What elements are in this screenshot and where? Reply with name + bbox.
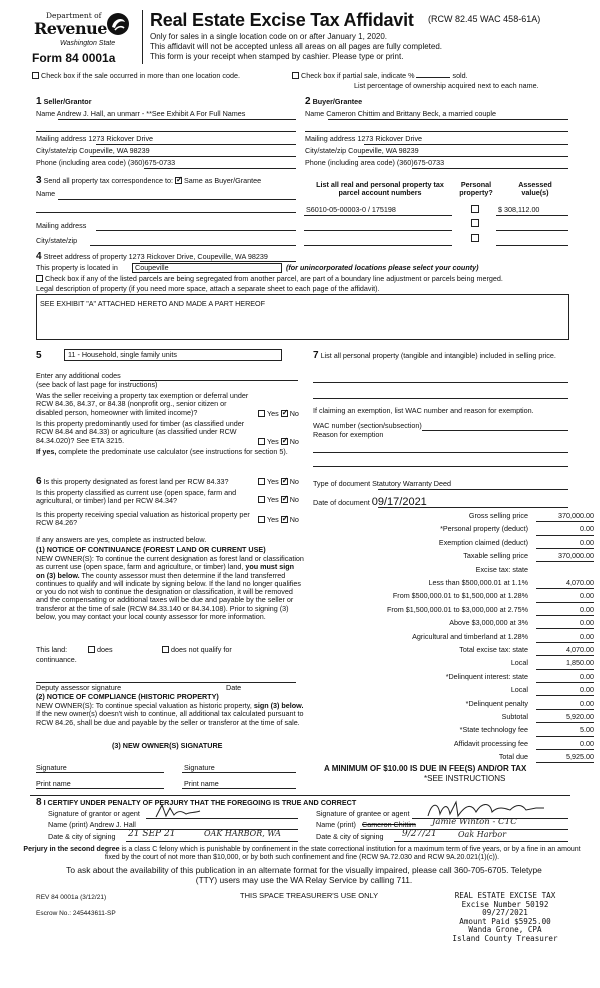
escrow-number: Escrow No.: 245443611-SP: [36, 910, 116, 917]
calc-label: Agricultural and timberland at 1.28%: [412, 631, 528, 641]
calc-value[interactable]: 0.00: [536, 686, 594, 696]
header-note-2: This affidavit will not be accepted unless all areas on all pages are fully completed.: [150, 42, 443, 51]
notice1-body: NEW OWNER(S): To continue the current designation as forest land or classification as current use (open space, farm and agriculture, or timber) land, you must sign on (3) below. The county assessor must then determine if the land transferred continues to qualify and will indicate by signing below. If the land no longer qualifies or you do not wish to continue the designation or classification, it will be removed and the compensating or additional taxes will be due and payable by the seller or transferor at the time of sale (RCW 84.33.140 or 84.34.108). Prior to signing (3) below, you may contact your local county assessor for more information.: [36, 554, 304, 621]
revenue-swirl-icon: [106, 12, 130, 36]
personal-property-checkbox-2[interactable]: [471, 219, 479, 227]
header-note-1: Only for sales in a single location code on or after January 1, 2020.: [150, 32, 388, 41]
header-note-3: This form is your receipt when stamped by cashier. Please type or print.: [150, 52, 404, 61]
state-line: Washington State: [60, 40, 116, 47]
legal-description-box[interactable]: SEE EXHIBIT "A" ATTACHED HERETO AND MADE A PART HEREOF: [36, 294, 569, 340]
stamp-line: Island County Treasurer: [452, 933, 558, 943]
calc-value[interactable]: 370,000.00: [536, 512, 594, 522]
perjury-notice: Perjury in the second degree is a class C felony which is punishable by confinement in the state correctional institution for a maximum term of five years, or by a fine in an amount fixed by the court of not more than $10,000, or by both such confinement and fine (RCW 9A.72.030 and RCW 9A.20.021(1)(c)).: [23, 846, 581, 862]
personal-col-header: Personal property?: [459, 180, 493, 198]
property-street[interactable]: 1273 Rickover Drive, Coupeville, WA 98239: [128, 252, 268, 261]
multi-location-check: Check box if the sale occurred in more than one location code.: [30, 72, 240, 80]
calc-value[interactable]: 0.00: [536, 700, 594, 710]
grantee-sign-city[interactable]: Oak Harbor: [458, 830, 507, 839]
personal-property-checkbox-1[interactable]: [471, 205, 479, 213]
calc-label: Exemption claimed (deduct): [438, 537, 528, 547]
calc-value[interactable]: 0.00: [536, 539, 594, 549]
grantee-print-name-struck: Cameron Chittim: [362, 820, 416, 829]
form-number: Form 84 0001a: [32, 51, 116, 65]
seller-phone[interactable]: (360)675-0733: [127, 158, 176, 167]
calc-label: From $500,000.01 to $1,500,000 at 1.28%: [392, 591, 528, 601]
s5-q2: Is this property predominantly used for timber (as classified under RCW 84.84 and 84.33) or agriculture (as classified under RCW 84.34.020)? See ETA 3215.: [36, 419, 245, 445]
buyer-heading: Buyer/Grantee: [312, 97, 363, 106]
calc-label: Affidavit processing fee: [453, 738, 528, 748]
value-col-header: Assessed value(s): [518, 180, 552, 198]
calc-label: Total due: [498, 752, 528, 762]
buyer-mail[interactable]: 1273 Rickover Drive: [357, 134, 423, 143]
revenue-logo: [34, 10, 134, 56]
calc-label: *Delinquent penalty: [465, 698, 528, 708]
calc-label: Less than $500,000.01 at 1.1%: [428, 578, 528, 587]
land-does-checkbox[interactable]: [88, 646, 95, 653]
revenue-wordmark: Revenue: [34, 19, 107, 38]
partial-sale-checkbox[interactable]: [292, 72, 299, 79]
land-does-not-checkbox[interactable]: [162, 646, 169, 653]
calc-label: Taxable selling price: [463, 551, 528, 561]
s5-q1: Was the seller receiving a property tax exemption or deferral under RCW 84.36, 84.37, or 84.38 (nonprofit org., senior citizen or disabled person, homeowner with limited income)?: [36, 391, 249, 417]
parcel-col-header: List all real and personal property tax parcel account numbers: [316, 180, 444, 198]
segregated-checkbox[interactable]: [36, 275, 43, 282]
calc-label: Local: [510, 658, 528, 668]
calc-value[interactable]: 370,000.00: [536, 552, 594, 562]
seller-city[interactable]: Coupeville, WA 98239: [79, 146, 150, 155]
s5-q1-answer: Yes✓ No: [256, 410, 299, 418]
grantor-sign-city[interactable]: OAK HARBOR, WA: [204, 829, 281, 838]
calc-label: Total excise tax: state: [459, 645, 528, 654]
calc-value[interactable]: 1,850.00: [536, 659, 594, 669]
multi-location-checkbox[interactable]: [32, 72, 39, 79]
buyer-phone[interactable]: (360)675-0733: [396, 158, 445, 167]
form-title: Real Estate Excise Tax Affidavit: [150, 10, 414, 30]
calc-value[interactable]: 4,070.00: [536, 646, 594, 656]
calc-label: From $1,500,000.01 to $3,000,000 at 2.75%: [386, 604, 528, 614]
buyer-city[interactable]: Coupeville, WA 98239: [348, 146, 419, 155]
calc-value[interactable]: [536, 566, 594, 567]
calc-label: Subtotal: [501, 712, 528, 721]
grantor-print-name[interactable]: Andrew J. Hall: [89, 820, 136, 829]
grantor-signature: [154, 802, 204, 820]
calc-value[interactable]: 4,070.00: [536, 579, 594, 589]
document-type[interactable]: Statutory Warranty Deed: [372, 479, 451, 488]
stamp-line: Wanda Grone, CPA: [468, 925, 542, 934]
document-date[interactable]: 09/17/2021: [371, 496, 427, 508]
stamp-line: Excise Number 50192: [461, 899, 549, 909]
availability-notice: To ask about the availability of this publication in an alternate format for the visually impaired, please call 360-705-6705. Teletype (TTY) users may use the WA Relay Service by calling 711.: [66, 865, 542, 885]
calc-value[interactable]: 0.00: [536, 606, 594, 616]
calc-label: Local: [510, 685, 528, 695]
calc-value[interactable]: 0.00: [536, 673, 594, 683]
calc-value[interactable]: 0.00: [536, 619, 594, 629]
parcel-number[interactable]: S6010-05-00003-0 / 175198: [306, 205, 396, 214]
form-rcw: (RCW 82.45 WAC 458-61A): [428, 14, 541, 24]
calc-label: *State technology fee: [459, 725, 528, 735]
calc-value[interactable]: 5.00: [536, 726, 594, 736]
stamp-line: REAL ESTATE EXCISE TAX: [454, 891, 556, 900]
calc-value[interactable]: 5,920.00: [536, 713, 594, 723]
unincorp-note: (for unincorporated locations please select your county): [286, 263, 479, 272]
dept-line: Department of: [46, 11, 102, 20]
see-instructions: *SEE INSTRUCTIONS: [424, 774, 506, 783]
treasurer-stamp: [440, 892, 570, 943]
calc-value[interactable]: 5,925.00: [536, 753, 594, 763]
calc-value[interactable]: 0.00: [536, 633, 594, 643]
buyer-name[interactable]: Cameron Chittim and Brittany Beck, a married couple: [326, 109, 496, 118]
calc-label: Excise tax: state: [475, 564, 528, 574]
notice2-body: NEW OWNER(S): To continue special valuation as historic property, sign (3) below. If the new owner(s) doesn't wish to continue, all additional tax calculated pursuant to RCW 84.26, shall be due and payable by the seller or transferor at the time of sale.: [36, 701, 304, 727]
revision: REV 84 0001a (3/12/21): [36, 894, 107, 901]
seller-mail[interactable]: 1273 Rickover Drive: [88, 134, 154, 143]
calc-value[interactable]: 0.00: [536, 740, 594, 750]
personal-property-checkbox-3[interactable]: [471, 234, 479, 242]
pct-note: List percentage of ownership acquired next to each name.: [354, 81, 539, 90]
calc-value[interactable]: 0.00: [536, 592, 594, 602]
same-as-buyer-checkbox[interactable]: [175, 177, 182, 184]
minimum-due: A MINIMUM OF $10.00 IS DUE IN FEE(S) AND/OR TAX: [324, 764, 527, 773]
assessed-value[interactable]: $ 308,112.00: [498, 205, 540, 214]
calc-label: Above $3,000,000 at 3%: [449, 618, 528, 628]
calc-label: *Personal property (deduct): [440, 524, 528, 534]
seller-name[interactable]: Andrew J. Hall, an unmarr - **See Exhibit A For Full Names: [56, 109, 246, 118]
land-use-select[interactable]: 11 - Household, single family units: [64, 349, 282, 361]
seller-heading: Seller/Grantor: [43, 97, 92, 106]
grantee-sign-date[interactable]: 9/27/21: [402, 829, 437, 839]
calc-label: Gross selling price: [468, 511, 528, 520]
grantor-sign-date[interactable]: 21 SEP 21: [128, 829, 176, 839]
grantee-print-name[interactable]: Jamie Winton - CTC: [432, 817, 517, 827]
calc-value[interactable]: 0.00: [536, 525, 594, 535]
s5-q2-answer: Yes✓ No: [256, 438, 299, 446]
certify-statement: I CERTIFY UNDER PENALTY OF PERJURY THAT THE FOREGOING IS TRUE AND CORRECT: [43, 798, 357, 807]
partial-sale-check: Check box if partial sale, indicate % sold.: [290, 72, 468, 80]
stamp-line: Amount Paid $5925.00: [459, 916, 551, 926]
location-select[interactable]: Coupeville: [132, 263, 282, 273]
treasurer-use: THIS SPACE TREASURER'S USE ONLY: [240, 891, 379, 900]
calc-label: *Delinquent interest: state: [445, 671, 528, 681]
stamp-line: 09/27/2021: [482, 908, 528, 917]
